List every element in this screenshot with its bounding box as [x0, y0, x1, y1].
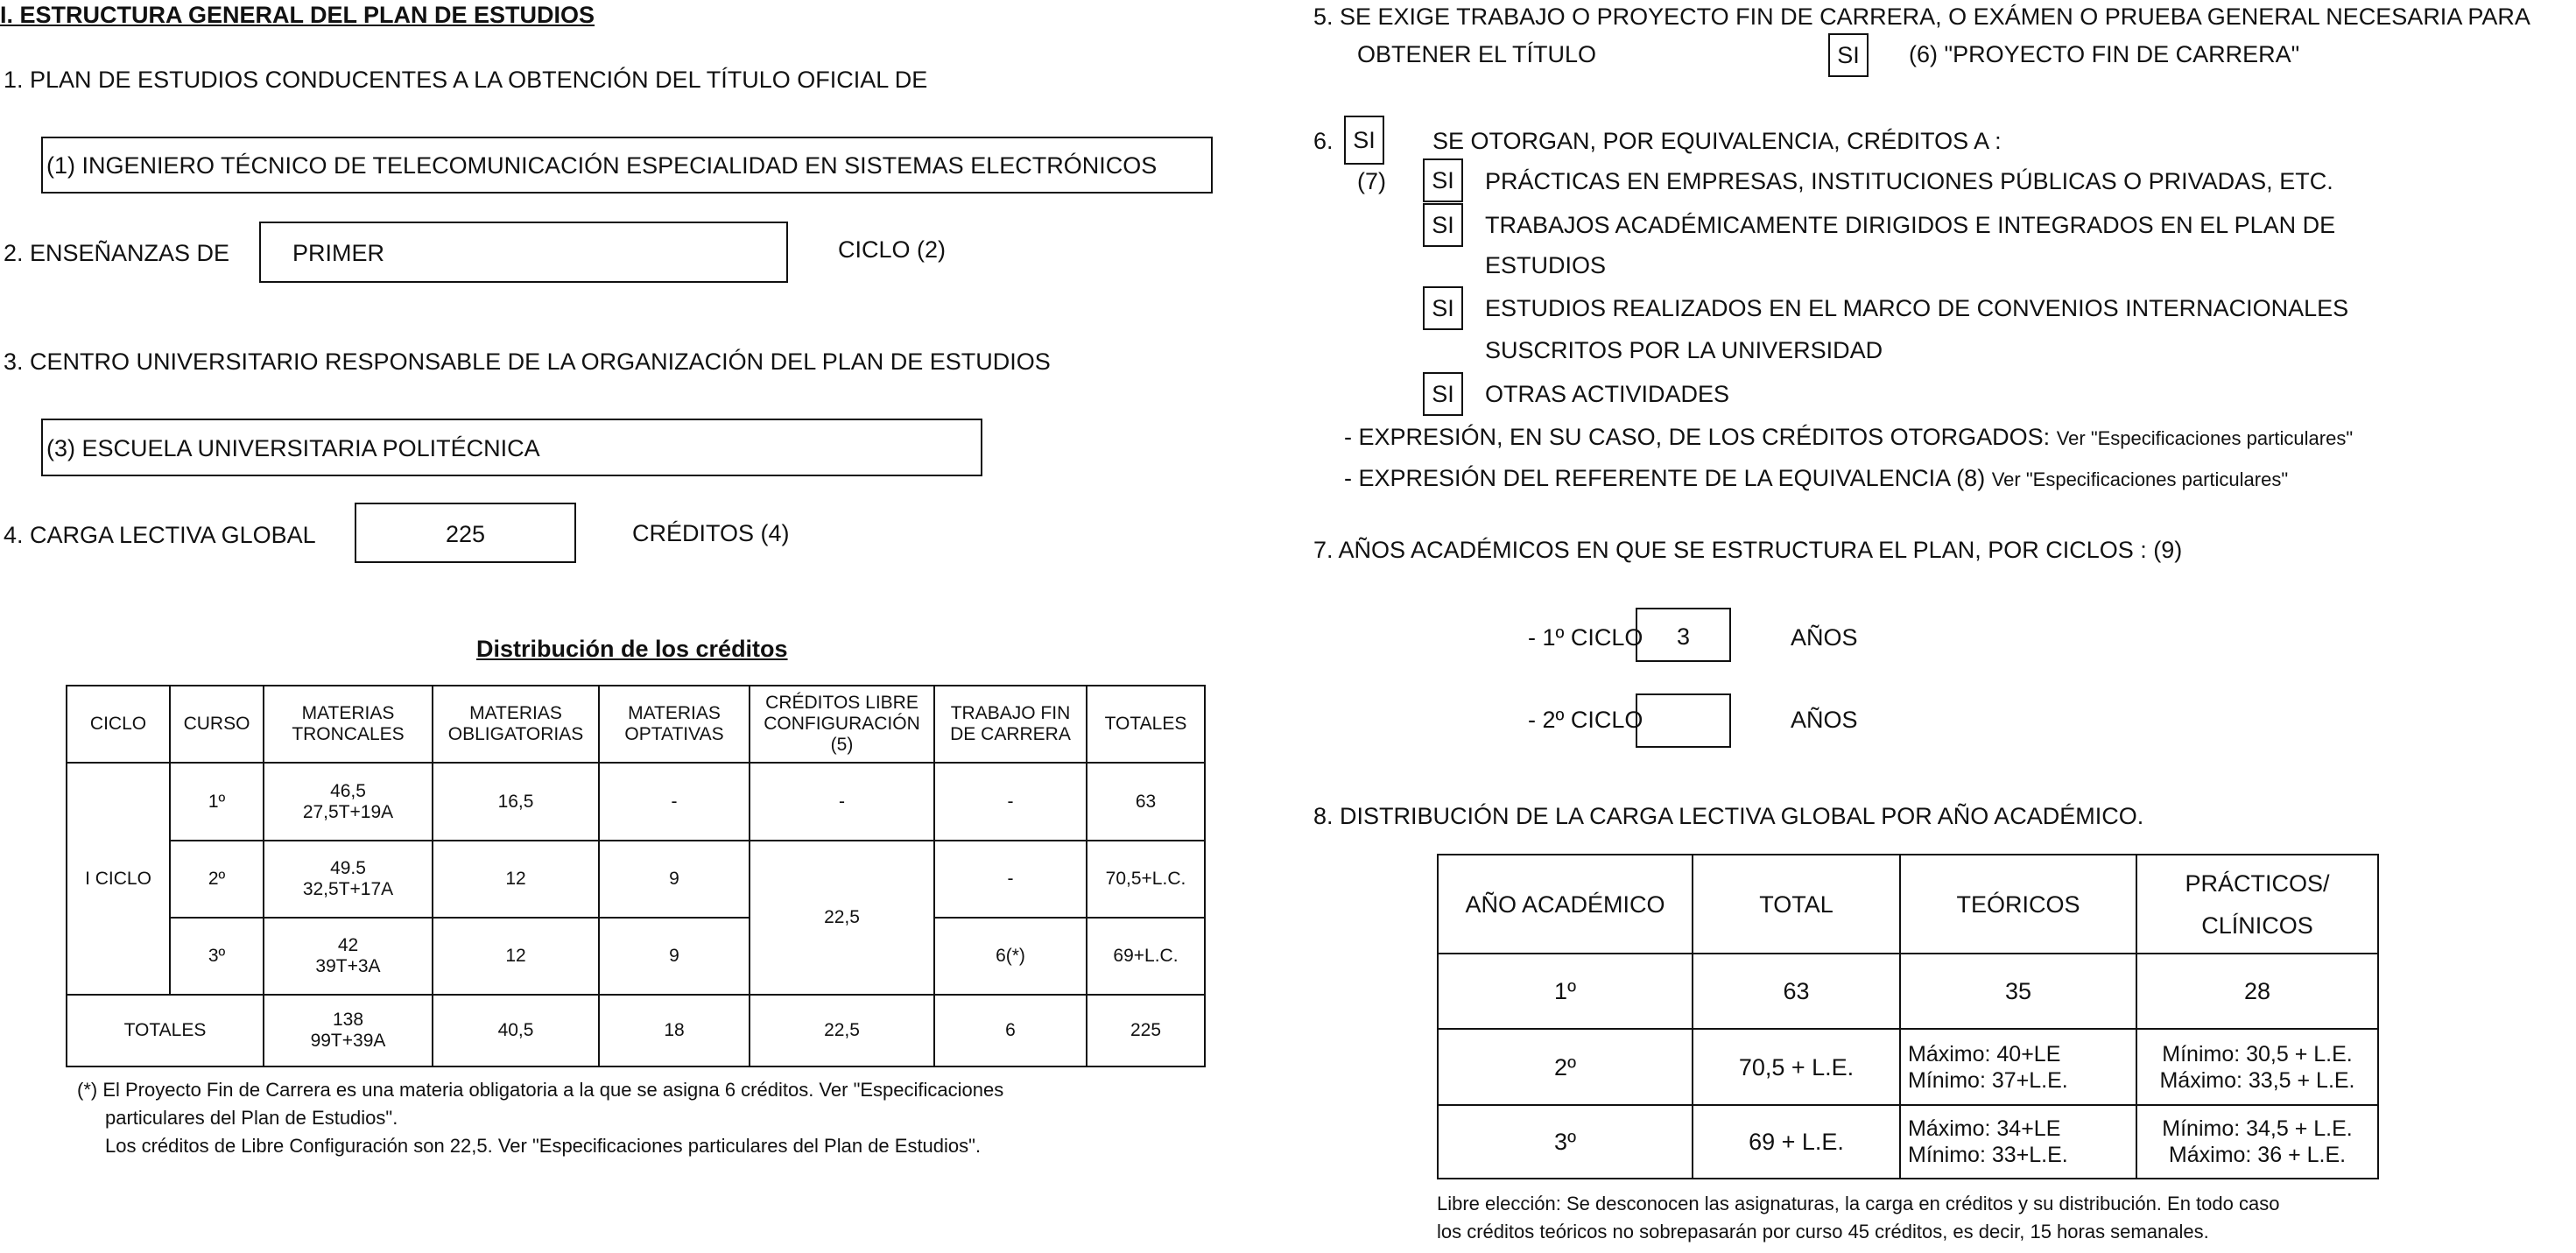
practicos-line: Máximo: 36 + L.E. — [2168, 1143, 2347, 1167]
troncales-value: 138 — [332, 1010, 364, 1030]
troncales-value: 46,5 — [330, 780, 366, 801]
expression-equivalence-label: - EXPRESIÓN DEL REFERENTE DE LA EQUIVALENCIA (8) — [1344, 465, 1986, 491]
item3-label: 3. CENTRO UNIVERSITARIO RESPONSABLE DE LA ORGANIZACIÓN DEL PLAN DE ESTUDIOS — [4, 348, 1051, 375]
header-cell: CICLO — [67, 686, 170, 763]
totals-label: TOTALES — [67, 995, 264, 1066]
totals-row — [67, 995, 1205, 1066]
expression-equivalence-note: Ver "Especificaciones particulares" — [1991, 468, 2289, 490]
curso-cell: 1º — [170, 763, 264, 841]
teoricos-line: Máximo: 34+LE — [1908, 1116, 2061, 1141]
table-header-row — [67, 686, 1205, 763]
option-si-box: SI — [1423, 203, 1463, 247]
year-cell: 3º — [1438, 1105, 1693, 1179]
item2-label: 2. ENSEÑANZAS DE — [4, 240, 230, 266]
header-line: CLÍNICOS — [2201, 912, 2313, 939]
degree-title-field — [41, 137, 1213, 194]
item6-number: 6. — [1313, 128, 1334, 154]
header-cell: CRÉDITOS LIBRE CONFIGURACIÓN (5) — [750, 686, 934, 763]
libre-cell: 22,5 — [750, 995, 934, 1066]
footnote-line: (*) El Proyecto Fin de Carrera es una materia obligatoria a la que se asigna 6 créditos. Ver "Especificaciones — [77, 1079, 1004, 1101]
free-choice-note: Libre elección: Se desconocen las asignaturas, la carga en créditos y su distribución. En todo caso — [1437, 1193, 2280, 1214]
header-cell: MATERIAS TRONCALES — [264, 686, 433, 763]
cycle1-years-value: 3 — [1676, 623, 1691, 650]
cycle-value: PRIMER — [292, 240, 385, 266]
practicos-cell — [2136, 1029, 2378, 1105]
item8-label: 8. DISTRIBUCIÓN DE LA CARGA LECTIVA GLOBAL POR AÑO ACADÉMICO. — [1313, 803, 2144, 829]
curso-cell: 2º — [170, 841, 264, 918]
troncales-value: 42 — [337, 935, 359, 955]
cycle2-unit: AÑOS — [1791, 707, 1858, 733]
option-si-box: SI — [1423, 286, 1463, 330]
header-cell: CURSO — [170, 686, 264, 763]
option-text: PRÁCTICAS EN EMPRESAS, INSTITUCIONES PÚBLICAS O PRIVADAS, ETC. — [1485, 168, 2333, 194]
table-row — [67, 918, 1205, 995]
troncales-cell — [264, 841, 433, 918]
total-cell: 70,5 + L.E. — [1693, 1029, 1900, 1105]
item5-note: (6) "PROYECTO FIN DE CARRERA" — [1909, 41, 2300, 67]
section-heading: I. ESTRUCTURA GENERAL DEL PLAN DE ESTUDIOS — [0, 2, 595, 28]
obligatorias-cell: 12 — [433, 841, 599, 918]
total-cell: 63 — [1693, 954, 1900, 1029]
expression-equivalence — [1344, 465, 2288, 492]
table-row — [67, 763, 1205, 841]
optativas-cell: 9 — [599, 841, 750, 918]
degree-title-value: (1) INGENIERO TÉCNICO DE TELECOMUNICACIÓN ESPECIALIDAD EN SISTEMAS ELECTRÓNICOS — [46, 152, 1158, 179]
totales-cell: 63 — [1087, 763, 1205, 841]
expression-credits-label: - EXPRESIÓN, EN SU CASO, DE LOS CRÉDITOS OTORGADOS: — [1344, 424, 2051, 450]
item5-si-box: SI — [1828, 33, 1869, 77]
table-row — [1438, 954, 2378, 1029]
teoricos-line: Máximo: 40+LE — [1908, 1041, 2061, 1066]
ciclo-cell: I CICLO — [67, 763, 170, 995]
total-cell: 69 + L.E. — [1693, 1105, 1900, 1179]
trabajo-cell: 6 — [934, 995, 1087, 1066]
center-value: (3) ESCUELA UNIVERSITARIA POLITÉCNICA — [46, 435, 540, 461]
practicos-line: Mínimo: 30,5 + L.E. — [2162, 1041, 2353, 1066]
option-si-box: SI — [1423, 158, 1463, 202]
academic-year-load-table — [1437, 854, 2379, 1179]
header-line: PRÁCTICOS/ — [2185, 869, 2330, 897]
totales-cell: 70,5+L.C. — [1087, 841, 1205, 918]
header-cell: AÑO ACADÉMICO — [1438, 855, 1693, 954]
table-row — [67, 841, 1205, 918]
optativas-cell: - — [599, 763, 750, 841]
item6-ref: (7) — [1357, 168, 1386, 194]
credits-distribution-table — [66, 685, 1206, 1067]
trabajo-cell: - — [934, 763, 1087, 841]
libre-cell: - — [750, 763, 934, 841]
teoricos-line: Mínimo: 37+L.E. — [1908, 1067, 2068, 1093]
expression-credits-note: Ver "Especificaciones particulares" — [2056, 427, 2354, 449]
item2-suffix: CICLO (2) — [838, 236, 947, 263]
option-si-box: SI — [1423, 372, 1463, 416]
curso-cell: 3º — [170, 918, 264, 995]
troncales-detail: 27,5T+19A — [302, 801, 394, 822]
obligatorias-cell: 40,5 — [433, 995, 599, 1066]
teoricos-cell — [1900, 1105, 2136, 1179]
troncales-detail: 32,5T+17A — [302, 879, 394, 899]
practicos-cell: 28 — [2136, 954, 2378, 1029]
item1-label: 1. PLAN DE ESTUDIOS CONDUCENTES A LA OBTENCIÓN DEL TÍTULO OFICIAL DE — [4, 67, 928, 93]
libre-merged-cell: 22,5 — [750, 841, 934, 995]
trabajo-cell: - — [934, 841, 1087, 918]
troncales-value: 49.5 — [330, 858, 366, 878]
practicos-line: Mínimo: 34,5 + L.E. — [2162, 1116, 2353, 1141]
troncales-cell — [264, 763, 433, 841]
table-row — [1438, 1029, 2378, 1105]
cycle2-label: - 2º CICLO — [1528, 707, 1643, 733]
item6-si-box: SI — [1344, 116, 1384, 165]
trabajo-cell: 6(*) — [934, 918, 1087, 995]
header-cell: MATERIAS OPTATIVAS — [599, 686, 750, 763]
teoricos-line: Mínimo: 33+L.E. — [1908, 1143, 2068, 1167]
expression-credits — [1344, 424, 2353, 451]
troncales-detail: 39T+3A — [315, 956, 381, 976]
item5-label: 5. SE EXIGE TRABAJO O PROYECTO FIN DE CARRERA, O EXÁMEN O PRUEBA GENERAL NECESARIA PARA — [1313, 4, 2530, 30]
table-title: Distribución de los créditos — [476, 636, 788, 662]
troncales-cell — [264, 995, 433, 1066]
header-cell: TOTALES — [1087, 686, 1205, 763]
item4-label: 4. CARGA LECTIVA GLOBAL — [4, 522, 316, 548]
cycle-field — [259, 222, 788, 283]
table-row — [1438, 1105, 2378, 1179]
item5-label-2: OBTENER EL TÍTULO — [1357, 41, 1597, 67]
item4-suffix: CRÉDITOS (4) — [632, 520, 790, 546]
totales-cell: 225 — [1087, 995, 1205, 1066]
teoricos-cell — [1900, 1029, 2136, 1105]
obligatorias-cell: 16,5 — [433, 763, 599, 841]
cycle1-unit: AÑOS — [1791, 624, 1858, 651]
center-field — [41, 419, 982, 476]
cycle1-label: - 1º CICLO — [1528, 624, 1643, 651]
credits-value: 225 — [445, 521, 486, 547]
table-header-row — [1438, 855, 2378, 954]
year-cell: 2º — [1438, 1029, 1693, 1105]
cycle1-years-field — [1636, 608, 1731, 662]
teoricos-cell: 35 — [1900, 954, 2136, 1029]
item6-label: SE OTORGAN, POR EQUIVALENCIA, CRÉDITOS A : — [1432, 128, 2002, 154]
troncales-cell — [264, 918, 433, 995]
footnote-line: Los créditos de Libre Configuración son 22,5. Ver "Especificaciones particulares del Plan de Estudios". — [105, 1135, 982, 1157]
year-cell: 1º — [1438, 954, 1693, 1029]
obligatorias-cell: 12 — [433, 918, 599, 995]
header-cell: MATERIAS OBLIGATORIAS — [433, 686, 599, 763]
footnote-line: particulares del Plan de Estudios". — [105, 1107, 398, 1129]
cycle2-years-field — [1636, 693, 1731, 748]
option-text: ESTUDIOS REALIZADOS EN EL MARCO DE CONVENIOS INTERNACIONALES — [1485, 295, 2349, 321]
item7-label: 7. AÑOS ACADÉMICOS EN QUE SE ESTRUCTURA EL PLAN, POR CICLOS : (9) — [1313, 537, 2183, 563]
optativas-cell: 18 — [599, 995, 750, 1066]
free-choice-note: los créditos teóricos no sobrepasarán por curso 45 créditos, es decir, 15 horas semanales. — [1437, 1221, 2209, 1242]
option-text: SUSCRITOS POR LA UNIVERSIDAD — [1485, 337, 1883, 363]
option-text: TRABAJOS ACADÉMICAMENTE DIRIGIDOS E INTEGRADOS EN EL PLAN DE — [1485, 212, 2336, 238]
troncales-detail: 99T+39A — [310, 1031, 386, 1051]
header-cell — [2136, 855, 2378, 954]
header-cell: TEÓRICOS — [1900, 855, 2136, 954]
header-cell: TRABAJO FIN DE CARRERA — [934, 686, 1087, 763]
practicos-cell — [2136, 1105, 2378, 1179]
option-text: OTRAS ACTIVIDADES — [1485, 381, 1730, 407]
totales-cell: 69+L.C. — [1087, 918, 1205, 995]
practicos-line: Máximo: 33,5 + L.E. — [2159, 1067, 2355, 1093]
option-text: ESTUDIOS — [1485, 252, 1607, 278]
optativas-cell: 9 — [599, 918, 750, 995]
credits-field — [355, 503, 576, 563]
header-cell: TOTAL — [1693, 855, 1900, 954]
